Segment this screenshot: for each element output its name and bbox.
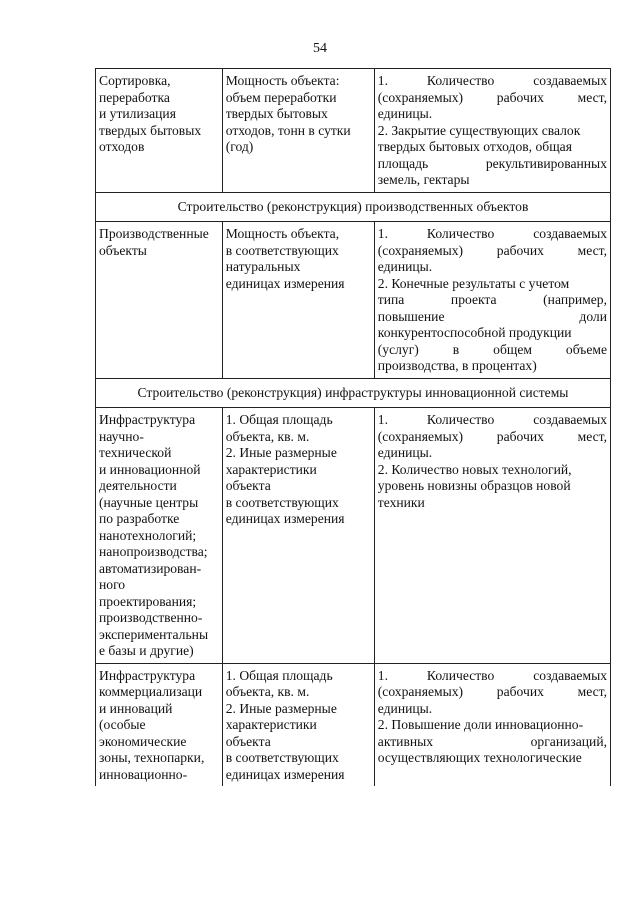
cell-text-line: 2. Закрытие существующих свалок bbox=[377, 122, 581, 138]
table-row bbox=[96, 222, 611, 379]
cell-text-line: экономические bbox=[99, 733, 187, 749]
table-row bbox=[96, 408, 611, 664]
cell-text-line: (год) bbox=[225, 139, 254, 154]
cell-text-line: в соответствующих bbox=[225, 750, 339, 765]
object-type-cell bbox=[96, 663, 223, 786]
object-type-cell bbox=[96, 69, 223, 193]
capacity-cell bbox=[222, 408, 374, 664]
cell-text-line: в соответствующих bbox=[225, 242, 339, 258]
section-header-row bbox=[96, 192, 611, 222]
section-header-row bbox=[96, 378, 611, 408]
section-header-innovation-infra: Строительство (реконструкция) инфраструктуры инновационной системы bbox=[96, 378, 611, 408]
cell-text-line: характеристики bbox=[225, 717, 317, 732]
object-type-cell bbox=[96, 222, 223, 379]
cell-text-line: (услуг) в общем объеме bbox=[377, 341, 607, 357]
cell-text-line: твердых бытовых bbox=[225, 106, 328, 121]
cell-text-line: отходов, тонн в сутки bbox=[225, 122, 351, 138]
cell-text-line: и инноваций bbox=[99, 700, 173, 716]
cell-text-line: единицах измерения bbox=[225, 766, 345, 782]
cell-text-line: единицы. bbox=[377, 106, 433, 121]
cell-text-line: 2. Количество новых технологий, bbox=[377, 461, 572, 477]
results-cell bbox=[374, 408, 610, 664]
cell-text-line: твердых бытовых отходов, общая bbox=[377, 139, 572, 154]
cell-text-line: (сохраняемых) рабочих мест, bbox=[377, 242, 607, 258]
cell-text-line: по разработке bbox=[99, 511, 180, 526]
cell-text-line: в соответствующих bbox=[225, 494, 339, 510]
cell-text-line: нанопроизводства; bbox=[99, 544, 208, 559]
cell-text-line: 2. Иные размерные bbox=[225, 445, 337, 460]
cell-text-line: 2. Иные размерные bbox=[225, 700, 337, 716]
cell-text-line: производства, в процентах) bbox=[377, 358, 537, 373]
cell-text-line: Мощность объекта, bbox=[225, 226, 340, 241]
cell-text-line: технической bbox=[99, 445, 172, 460]
cell-text-line: твердых бытовых bbox=[99, 122, 202, 138]
capacity-cell bbox=[222, 69, 374, 193]
cell-text-line: инновационно- bbox=[99, 766, 188, 782]
cell-text-line: Сортировка, bbox=[99, 73, 171, 88]
cell-text-line: (сохраняемых) рабочих мест, bbox=[377, 428, 607, 444]
cell-text-line: объекта bbox=[225, 733, 271, 749]
cell-text-line: коммерциализаци bbox=[99, 684, 203, 699]
cell-text-line: 2. Конечные результаты с учетом bbox=[377, 275, 570, 291]
cell-text-line: объекта bbox=[225, 478, 271, 493]
cell-text-line: нанотехнологий; bbox=[99, 527, 197, 543]
cell-text-line: площадь рекультивированных bbox=[377, 155, 607, 171]
capacity-cell bbox=[222, 222, 374, 379]
cell-text-line: (сохраняемых) рабочих мест, bbox=[377, 684, 607, 699]
cell-text-line: повышение доли bbox=[377, 308, 607, 324]
results-cell bbox=[374, 69, 610, 193]
cell-text-line: экспериментальны bbox=[99, 626, 209, 642]
capacity-cell bbox=[222, 663, 374, 786]
results-cell bbox=[374, 222, 610, 379]
cell-text-line: деятельности bbox=[99, 478, 177, 493]
cell-text-line: натуральных bbox=[225, 259, 301, 274]
cell-text-line: активных организаций, bbox=[377, 733, 607, 749]
cell-text-line: единицы. bbox=[377, 445, 433, 460]
cell-text-line: Производственные bbox=[99, 226, 209, 241]
cell-text-line: (сохраняемых) рабочих мест, bbox=[377, 89, 607, 105]
cell-text-line: 1. Количество создаваемых bbox=[377, 226, 607, 241]
cell-text-line: единицах измерения bbox=[225, 511, 345, 526]
cell-text-line: Инфраструктура bbox=[99, 667, 196, 683]
cell-text-line: 1. Количество создаваемых bbox=[377, 73, 607, 88]
cell-text-line: (научные центры bbox=[99, 494, 199, 510]
cell-text-line: конкурентоспособной продукции bbox=[377, 325, 572, 340]
cell-text-line: осуществляющих технологические bbox=[377, 750, 582, 765]
cell-text-line: автоматизирован- bbox=[99, 560, 202, 576]
cell-text-line: типа проекта (например, bbox=[377, 292, 607, 307]
indicators-table bbox=[95, 68, 611, 786]
cell-text-line: научно- bbox=[99, 428, 144, 444]
cell-text-line: отходов bbox=[99, 139, 145, 154]
cell-text-line: единицы. bbox=[377, 700, 433, 716]
cell-text-line: производственно- bbox=[99, 610, 203, 625]
results-cell bbox=[374, 663, 610, 786]
cell-text-line: (особые bbox=[99, 717, 146, 732]
cell-text-line: 2. Повышение доли инновационно- bbox=[377, 717, 584, 732]
cell-text-line: Инфраструктура bbox=[99, 412, 196, 427]
cell-text-line: ного bbox=[99, 577, 126, 592]
cell-text-line: е базы и другие) bbox=[99, 643, 194, 658]
page-number: 54 bbox=[313, 41, 327, 56]
cell-text-line: единицы. bbox=[377, 259, 433, 274]
cell-text-line: 1. Количество создаваемых bbox=[377, 667, 607, 683]
table-row bbox=[96, 69, 611, 193]
cell-text-line: техники bbox=[377, 494, 425, 510]
cell-text-line: 1. Общая площадь bbox=[225, 412, 333, 427]
table-row bbox=[96, 663, 611, 786]
cell-text-line: единицах измерения bbox=[225, 275, 345, 291]
cell-text-line: характеристики bbox=[225, 461, 317, 477]
object-type-cell bbox=[96, 408, 223, 664]
cell-text-line: 1. Общая площадь bbox=[225, 667, 333, 683]
cell-text-line: объекта, кв. м. bbox=[225, 684, 310, 699]
cell-text-line: земель, гектары bbox=[377, 172, 470, 187]
cell-text-line: проектирования; bbox=[99, 593, 197, 609]
cell-text-line: объекта, кв. м. bbox=[225, 428, 310, 444]
cell-text-line: и инновационной bbox=[99, 461, 201, 477]
cell-text-line: переработка bbox=[99, 89, 170, 105]
cell-text-line: объекты bbox=[99, 242, 147, 258]
cell-text-line: уровень новизны образцов новой bbox=[377, 478, 571, 493]
cell-text-line: Мощность объекта: bbox=[225, 73, 340, 88]
cell-text-line: и утилизация bbox=[99, 106, 176, 121]
cell-text-line: 1. Количество создаваемых bbox=[377, 412, 607, 427]
cell-text-line: объем переработки bbox=[225, 89, 337, 105]
section-header-production: Строительство (реконструкция) производственных объектов bbox=[96, 192, 611, 222]
cell-text-line: зоны, технопарки, bbox=[99, 750, 205, 765]
